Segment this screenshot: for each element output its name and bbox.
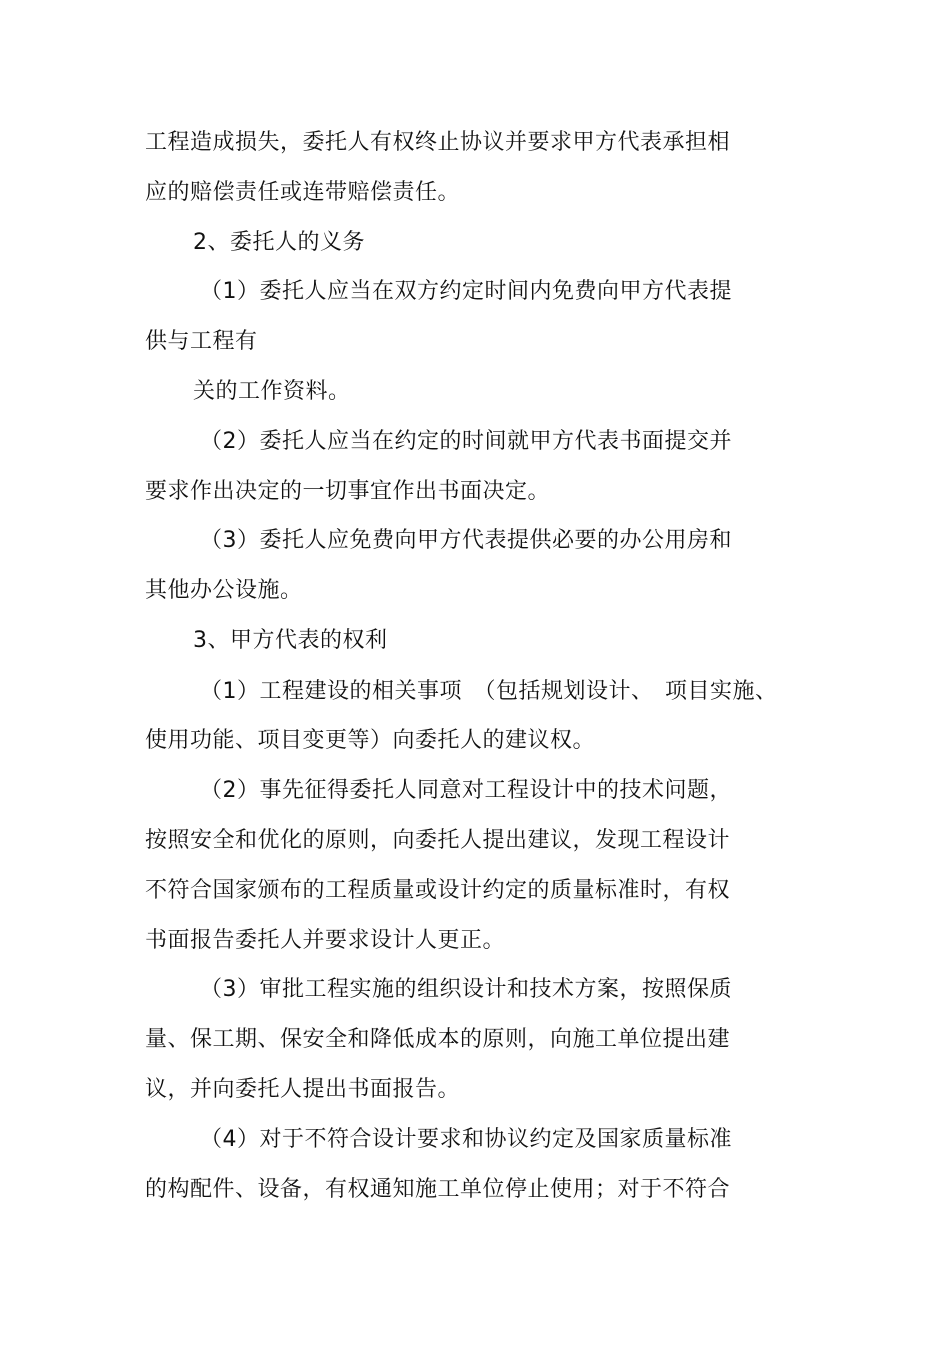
- text-line: 要求作出决定的一切事宜作出书面决定。: [145, 479, 551, 504]
- text-line: 量、保工期、保安全和降低成本的原则，向施工单位提出建: [145, 1027, 731, 1052]
- text-line: （4）对于不符合设计要求和协议约定及国家质量标准: [200, 1127, 732, 1152]
- text-line: 关的工作资料。: [193, 379, 351, 404]
- text-line: 不符合国家颁布的工程质量或设计约定的质量标准时，有权: [145, 878, 731, 903]
- text-line: 的构配件、设备，有权通知施工单位停止使用；对于不符合: [145, 1177, 731, 1202]
- text-line: 其他办公设施。: [145, 578, 303, 603]
- text-line: 使用功能、项目变更等）向委托人的建议权。: [145, 728, 596, 753]
- text-line: 供与工程有: [145, 329, 258, 354]
- text-line: 工程造成损失，委托人有权终止协议并要求甲方代表承担相: [145, 130, 731, 155]
- text-line: （2）委托人应当在约定的时间就甲方代表书面提交并: [200, 429, 732, 454]
- text-line: （3）委托人应免费向甲方代表提供必要的办公用房和: [200, 528, 732, 553]
- text-line: 书面报告委托人并要求设计人更正。: [145, 928, 506, 953]
- text-line: （3）审批工程实施的组织设计和技术方案，按照保质: [200, 977, 732, 1002]
- text-line: 应的赔偿责任或连带赔偿责任。: [145, 180, 461, 205]
- text-line: （1）委托人应当在双方约定时间内免费向甲方代表提: [200, 279, 732, 304]
- text-line: 议，并向委托人提出书面报告。: [145, 1077, 461, 1102]
- text-line: 按照安全和优化的原则，向委托人提出建议，发现工程设计: [145, 828, 731, 853]
- section-heading: 2、委托人的义务: [193, 230, 365, 255]
- text-line: （2）事先征得委托人同意对工程设计中的技术问题，: [200, 778, 732, 803]
- text-line: （1）工程建设的相关事项 （包括规划设计、 项目实施、: [200, 679, 778, 704]
- section-heading: 3、甲方代表的权利: [193, 628, 388, 653]
